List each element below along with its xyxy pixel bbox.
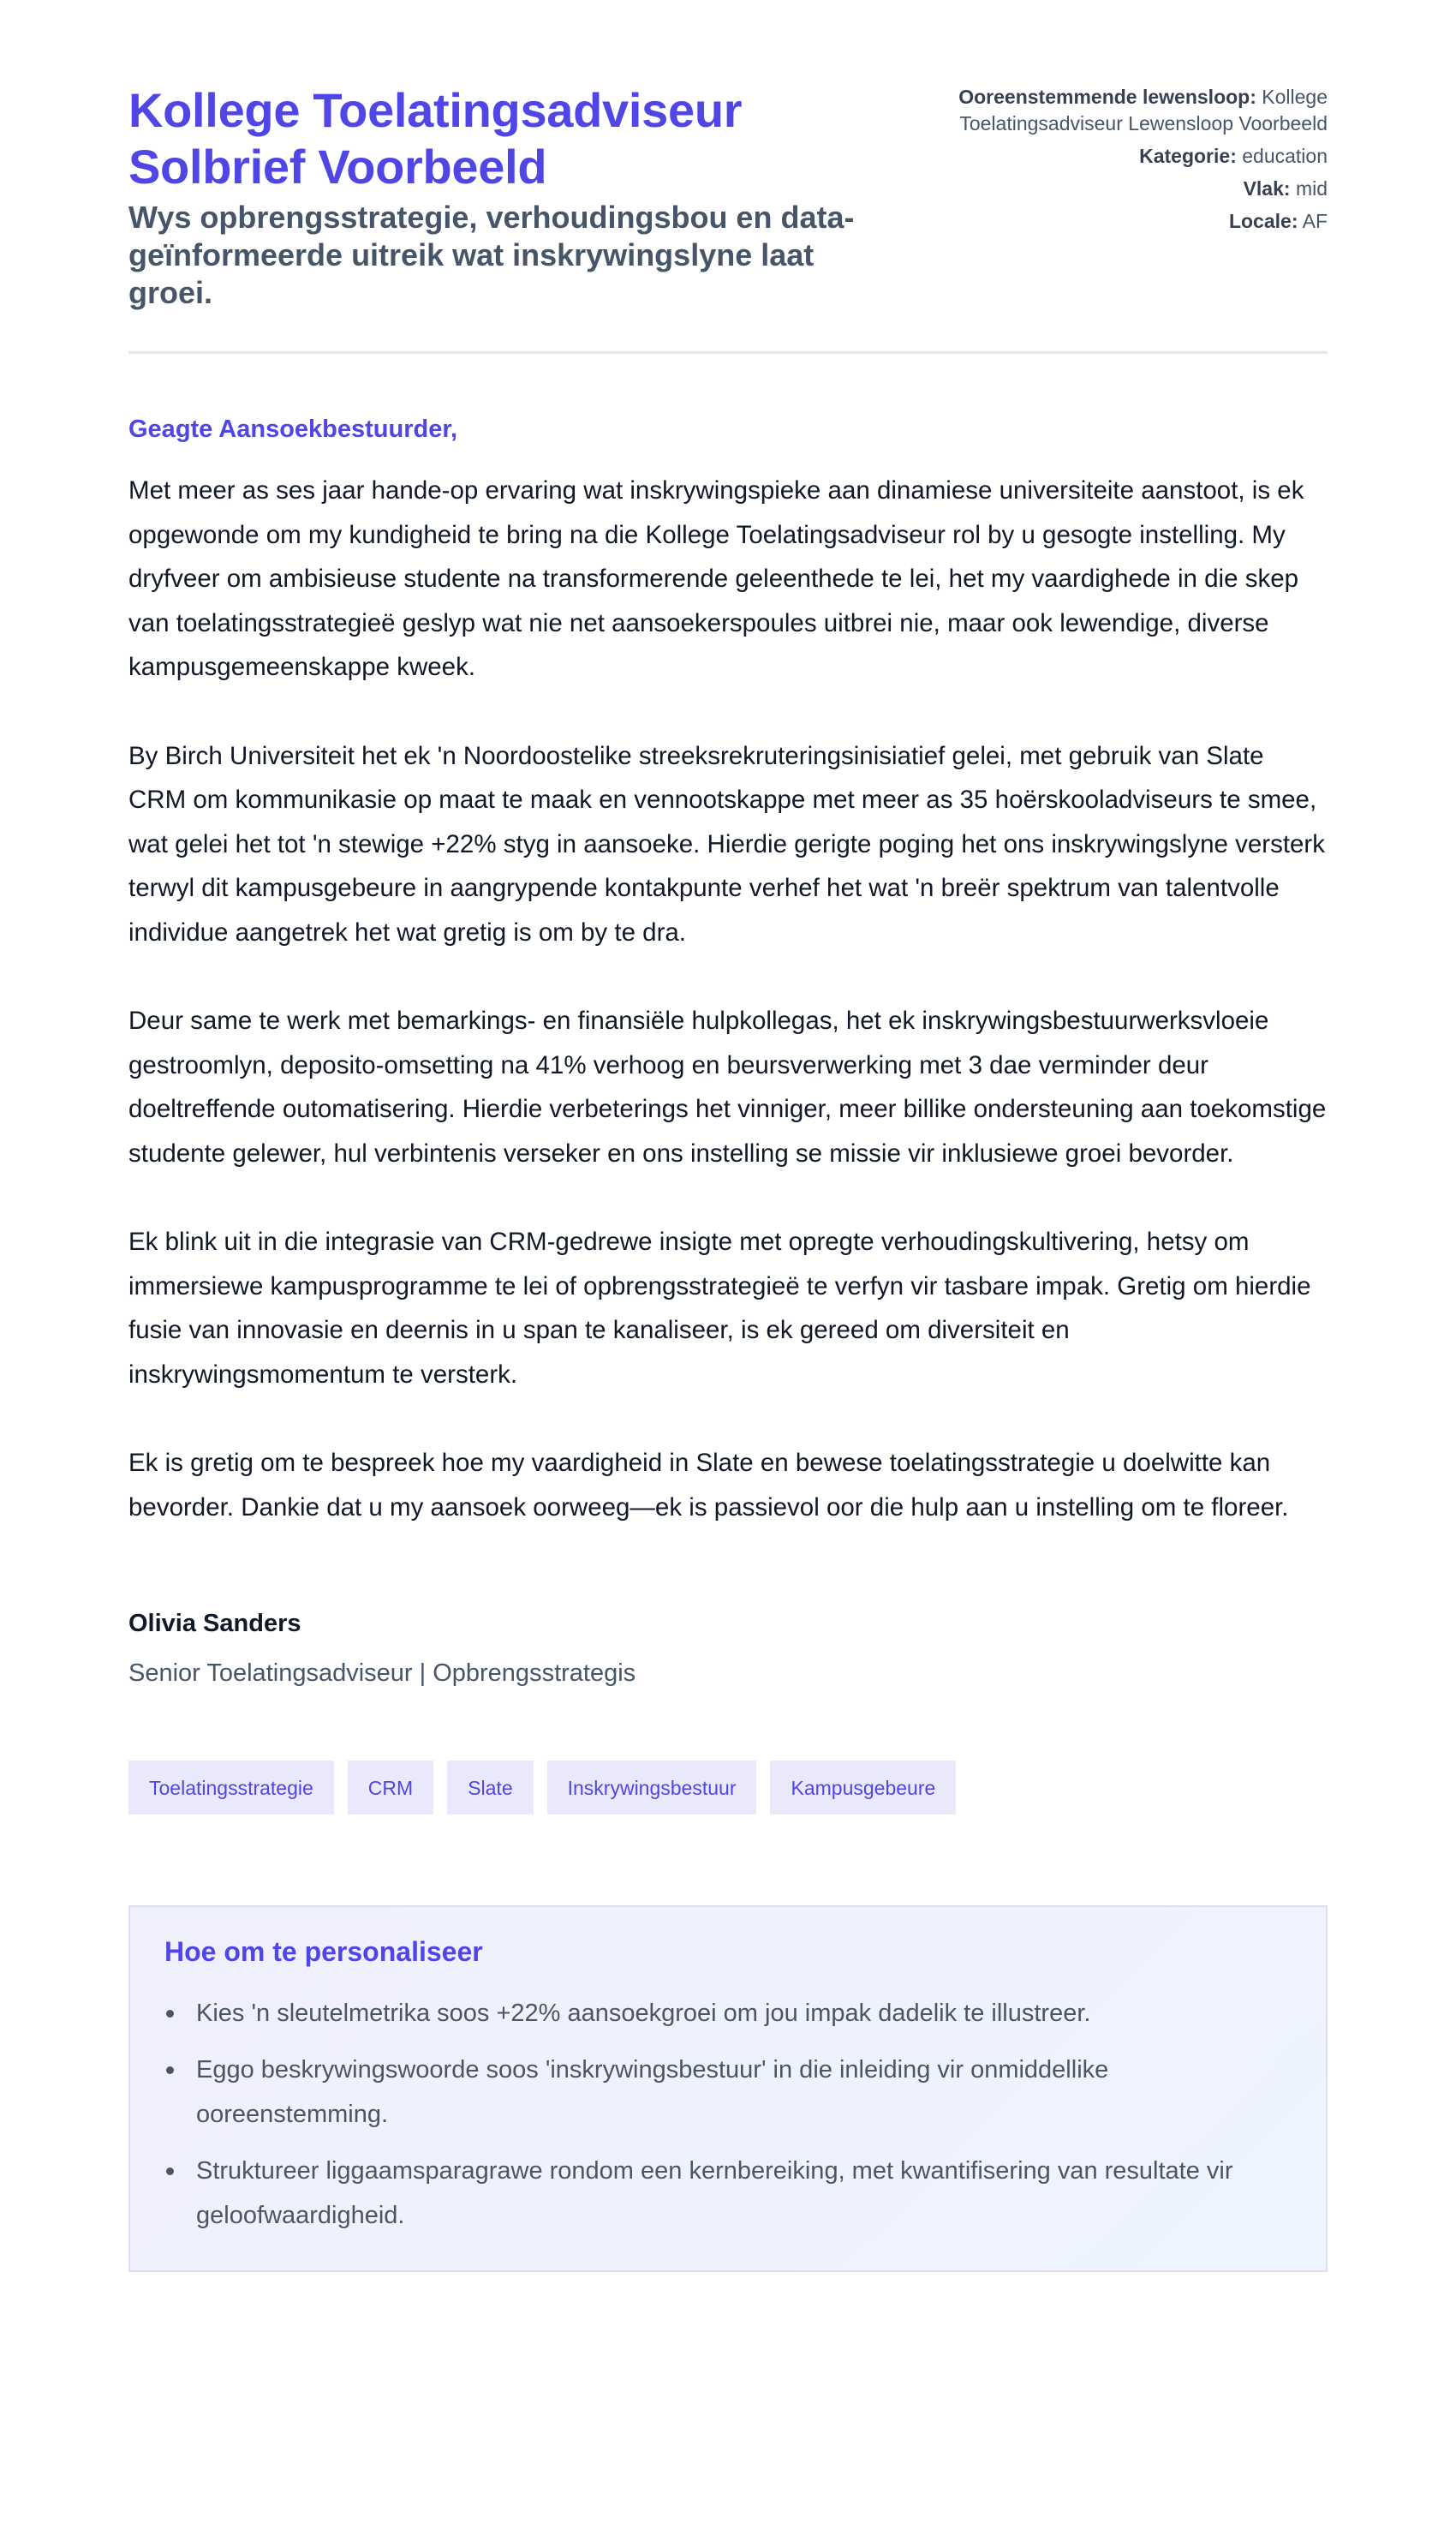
tag-kampusgebeure[interactable]: Kampusgebeure xyxy=(770,1761,956,1815)
salutation: Geagte Aansoekbestuurder, xyxy=(128,416,458,443)
signature-name: Olivia Sanders xyxy=(128,1610,301,1637)
meta-level xyxy=(882,176,1328,202)
header-title-block xyxy=(128,82,882,312)
meta-category xyxy=(882,143,1328,170)
bullet-icon xyxy=(166,2010,174,2018)
page-title: Kollege Toelatingsadviseur Solbrief Voorbeeld xyxy=(128,83,743,194)
tag-slate[interactable]: Slate xyxy=(447,1761,533,1815)
meta-key: Vlak: xyxy=(1243,177,1291,200)
letter-body xyxy=(128,354,1328,2272)
paragraph-intro: Met meer as ses jaar hande-op ervaring wat inskrywingspieke aan dinamiese universiteite aanstoot, is ek opgewonde om my kundigheid te bring na die Kollege Toelatingsadviseur rol by u gesogte instelling. My dryfveer om ambisieuse studente na transformerende geleenthede te lei, het my vaardighede in die skep van toelatingsstrategieë geslyp wat nie net aansoekerspoules uitbrei nie, maar ook lewendige, diverse kampusgemeenskappe kweek. xyxy=(128,476,1304,681)
personalization-tips-box xyxy=(128,1905,1328,2272)
page-header xyxy=(128,82,1328,354)
tag-inskrywingsbestuur[interactable]: Inskrywingsbestuur xyxy=(547,1761,757,1815)
paragraph-collaboration: Deur same te werk met bemarkings- en finansiële hulpkollegas, het ek inskrywingsbestuurwerksvloeie gestroomlyn, deposito-omsetting na 41% verhoog en beursverwerking met 3 dae verminder deur doeltreffende outomatisering. Hierdie verbeterings het vinniger, meer billike ondersteuning aan toekomstige studente gelewer, hul verbintenis verseker en ons instelling se missie vir inklusiewe groei bevorder. xyxy=(128,1007,1327,1168)
meta-matching-resume xyxy=(882,84,1328,137)
tips-item xyxy=(164,2149,1292,2238)
tips-item xyxy=(164,2048,1292,2137)
tips-list xyxy=(164,1991,1292,2238)
signature-block xyxy=(128,1608,1328,1689)
meta-key: Kategorie: xyxy=(1139,145,1237,167)
bullet-icon xyxy=(166,2066,174,2074)
bullet-icon xyxy=(166,2167,174,2175)
meta-value: education xyxy=(1242,145,1328,167)
tag-list xyxy=(128,1761,1328,1815)
signature-title: Senior Toelatingsadviseur | Opbrengsstrategis xyxy=(128,1659,636,1687)
meta-value: Kollege Toelatingsadviseur Lewensloop Voorbeeld xyxy=(959,86,1328,135)
paragraph-strengths: Ek blink uit in die integrasie van CRM-gedrewe insigte met opregte verhoudingskultivering, hetsy om immersiewe kampusprogramme te lei of opbrengsstrategieë te verfyn vir tasbare impak. Gretig om hierdie fusie van innovasie en deernis in u span te kanaliseer, is ek gereed om diversiteit en inskrywingsmomentum te versterk. xyxy=(128,1228,1311,1389)
meta-value: AF xyxy=(1302,210,1328,232)
tag-crm[interactable]: CRM xyxy=(348,1761,433,1815)
cover-letter-page xyxy=(128,0,1328,2272)
tips-item-text: Kies 'n sleutelmetrika soos +22% aansoekgroei om jou impak dadelik te illustreer. xyxy=(196,2000,1091,2027)
meta-value: mid xyxy=(1295,177,1328,200)
page-subtitle: Wys opbrengsstrategie, verhoudingsbou en data-geïnformeerde uitreik wat inskrywingslyne laat groei. xyxy=(128,200,855,310)
paragraph-closing: Ek is gretig om te bespreek hoe my vaardigheid in Slate en bewese toelatingsstrategie u doelwitte kan bevorder. Dankie dat u my aansoek oorweeg—ek is passievol oor die hulp aan u instelling om te floreer. xyxy=(128,1449,1289,1522)
meta-panel xyxy=(882,82,1328,241)
tips-item xyxy=(164,1991,1292,2036)
meta-key: Ooreenstemmende lewensloop: xyxy=(958,86,1256,108)
tips-item-text: Eggo beskrywingswoorde soos 'inskrywingsbestuur' in die inleiding vir onmiddellike ooreenstemming. xyxy=(196,2056,1109,2128)
tips-item-text: Struktureer liggaamsparagrawe rondom een kernbereiking, met kwantifisering van resultate vir geloofwaardigheid. xyxy=(196,2157,1233,2229)
tips-title: Hoe om te personaliseer xyxy=(164,1936,483,1967)
tag-toelatingsstrategie[interactable]: Toelatingsstrategie xyxy=(128,1761,334,1815)
paragraph-achievement: By Birch Universiteit het ek 'n Noordoostelike streeksrekruteringsinisiatief gelei, met gebruik van Slate CRM om kommunikasie op maat te maak en vennootskappe met meer as 35 hoërskooladviseurs te smee, wat gelei het tot 'n stewige +22% styg in aansoeke. Hierdie gerigte poging het ons inskrywingslyne versterk terwyl dit kampusgebeure in aangrypende kontakpunte verhef het wat 'n breër spektrum van talentvolle individue aangetrek het wat gretig is om by te dra. xyxy=(128,741,1326,947)
meta-key: Locale: xyxy=(1228,210,1298,232)
meta-locale xyxy=(882,208,1328,235)
